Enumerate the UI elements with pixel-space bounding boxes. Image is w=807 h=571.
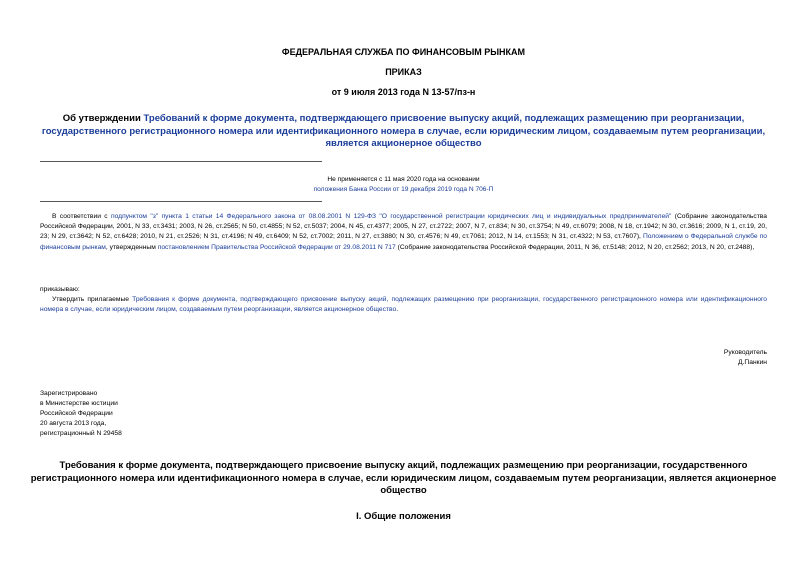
basis-text-3: , утвержденным bbox=[105, 243, 158, 251]
status-note-line2 bbox=[0, 185, 807, 195]
order-title bbox=[40, 113, 767, 151]
status-note-line1: Не применяется с 11 мая 2020 года на основании bbox=[327, 176, 480, 183]
federal-law-link[interactable]: подпунктом "з" пункта 1 статьи 14 Федерального закона от 08.08.2001 N 129-ФЗ "О государственной регистрации юридических лиц и индивидуальных предпринимателей" bbox=[110, 213, 672, 220]
registration-line-1: Зарегистрировано bbox=[40, 390, 98, 397]
order-text-2: . bbox=[396, 306, 399, 314]
bank-regulation-link[interactable]: положения Банка России от 19 декабря 2019 года N 706-П bbox=[313, 186, 494, 193]
divider-bottom bbox=[40, 201, 322, 202]
basis-text-4: (Собрание законодательства Российской Федерации, 2011, N 36, ст.5148; 2012, N 20, ст.2562; 2013, N 20, ст.2488), bbox=[395, 243, 755, 251]
requirements-title: Требования к форме документа, подтверждающего присвоение выпуску акций, подлежащих размещению при реорганизации, государственного регистрационного номера или идентификационного номера в случае, если юридическим лицом, создаваемым путем реорганизации, является акционерное общество bbox=[30, 460, 777, 496]
registration-line-3: Российской Федерации bbox=[40, 410, 113, 417]
doc-type-heading: ПРИКАЗ bbox=[385, 67, 422, 77]
title-requirements-link[interactable]: Требований к форме документа, подтверждающего присвоение выпуску акций, подлежащих размещению при реорганизации, государственного регистрационного номера или идентификационного номера в случае, если юридическим лицом, создаваемым путем реорганизации, является акционерное общество bbox=[41, 113, 766, 149]
registration-line-4: 20 августа 2013 года, bbox=[40, 420, 107, 427]
signature-role: Руководитель bbox=[723, 349, 767, 356]
basis-paragraph bbox=[40, 212, 767, 253]
agency-heading: ФЕДЕРАЛЬНАЯ СЛУЖБА ПО ФИНАНСОВЫМ РЫНКАМ bbox=[281, 47, 526, 57]
government-decree-link[interactable]: постановлением Правительства Российской Федерации от 29.08.2011 N 717 bbox=[157, 243, 396, 251]
order-word: приказываю: bbox=[40, 286, 80, 293]
basis-text-1: В соответствии с bbox=[52, 213, 111, 220]
fsfr-regulation-link[interactable]: Положением о Федеральной службе по финансовым рынкам bbox=[40, 233, 768, 251]
registration-line-2: в Министерстве юстиции bbox=[40, 400, 118, 407]
doc-date-number: от 9 июля 2013 года N 13-57/пз-н bbox=[331, 87, 476, 97]
title-prefix: Об утверждении bbox=[62, 113, 144, 124]
order-text-1: Утвердить прилагаемые bbox=[52, 296, 133, 303]
signature-name: Д.Панкин bbox=[738, 359, 767, 366]
divider-top bbox=[40, 161, 322, 162]
order-paragraph bbox=[40, 295, 767, 315]
section-heading: I. Общие положения bbox=[356, 511, 451, 522]
requirements-link[interactable]: Требования к форме документа, подтверждающего присвоение выпуску акций, подлежащих размещению при реорганизации, государственного регистрационного номера или идентификационного номера в случае, если юридическим лицом, создаваемым путем реорганизации, является акционерное общество bbox=[40, 296, 767, 314]
basis-text-2: (Собрание законодательства Российской Федерации, 2001, N 33, ст.3431; 2003, N 26, ст.2565; N 50, ст.4855; N 52, ст.5037; 2004, N 45, ст.4377; 2005, N 27, ст.2722; 2007, N 7, ст.834; N 30, ст.3754; N 49, ст.6079; 2008, N 18, ст.1942; N 30, ст.3616; 2009, N 1, ст.19, 20, 23; N 29, ст.3642; N 52, ст.6428; 2010, N 21, ст.2526; N 31, ст.4196; N 49, ст.6409; N 52, ст.7002; 2011, N 27, ст.3880; N 30, ст.4576; N 49, ст.7061; 2012, N 14, ст.1553; N 31, ст.4322; N 53, ст.7607), bbox=[40, 213, 767, 241]
registration-line-5: регистрационный N 29458 bbox=[40, 430, 122, 437]
